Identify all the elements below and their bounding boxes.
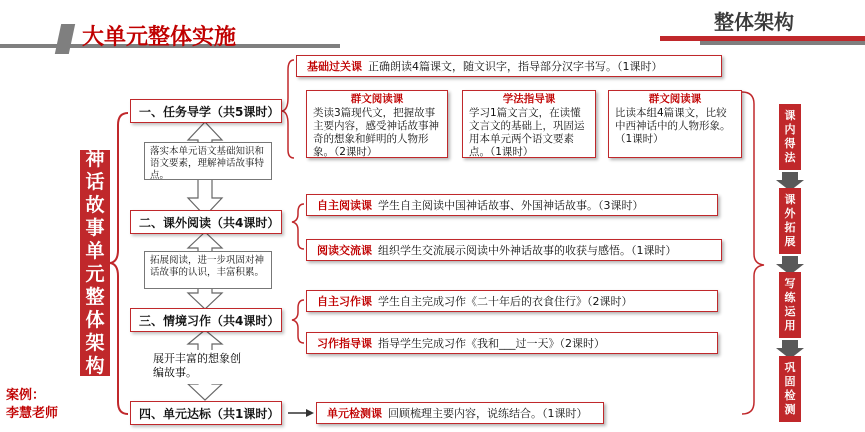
vtitle-char: 整 [85,286,105,308]
vtitle-char: 单 [85,240,105,262]
lesson-tag: 单元检测课 [327,407,382,420]
step-label: 写练运用 [784,277,796,332]
lesson-basic-tag: 基础过关课 [307,60,362,73]
card-text: 学习1篇文言文，在读懂文言文的基础上，巩固运用本单元两个语文要素点。（1课时） [469,107,585,158]
card-title: 群文阅读课 [648,93,702,105]
lesson-reading-exchange [306,239,722,261]
card-group-reading-2 [608,90,742,158]
arrow-4-head [306,409,314,417]
lesson-tag: 阅读交流课 [317,244,372,257]
lesson-text: 回顾梳理主要内容，说练结合。（1课时） [388,407,588,420]
section-1-task-guide: 一、任务导学（共5课时） [130,99,282,123]
vtitle-char: 事 [85,217,105,239]
card-group-reading-1 [306,90,448,158]
card-text: 类读3篇现代文，把握故事主要内容，感受神话故事神奇的想象和鲜明的人物形象。（2课时） [313,107,439,158]
lesson-writing-guide [306,332,718,354]
vtitle-char: 架 [85,332,105,354]
card-text: 比读本组4篇课文，比较中西神话中的人物形象。（1课时） [615,107,731,145]
vtitle-char: 神 [85,148,105,170]
step-label: 课内得法 [784,109,796,164]
vtitle-char: 构 [85,355,105,377]
step-extension [779,188,801,254]
section-4-assessment: 四、单元达标（共1课时） [130,401,282,425]
page-title: 大单元整体实施 [82,25,237,50]
lesson-text: 学生自主完成习作《二十年后的衣食住行》（2课时） [378,295,633,308]
lesson-tag: 习作指导课 [317,337,372,350]
lesson-tag: 自主阅读课 [317,199,372,212]
note-3: 展开丰富的想象创编故事。 [150,350,246,384]
vtitle-char: 话 [85,171,105,193]
card-title: 群文阅读课 [350,93,404,105]
note-2: 拓展阅读，进一步巩固对神话故事的认识，丰富积累。 [144,251,272,289]
vtitle-char: 体 [85,309,105,331]
brace-1 [282,60,294,158]
step-practice [779,272,801,338]
lesson-self-writing [306,290,718,312]
lesson-unit-test [316,402,604,424]
brace-2 [292,204,304,249]
case-label: 案例： [6,388,46,403]
header-right-title: 整体架构 [714,10,794,34]
lesson-basic [296,55,722,77]
step-in-class [779,104,801,170]
lesson-basic-text: 正确朗读4篇课文，随文识字，指导部分汉字书写。（1课时） [368,60,663,73]
section-3-writing: 三、情境习作（共4课时） [130,308,282,332]
lesson-self-reading [306,194,718,216]
step-label: 课外拓展 [784,193,796,248]
left-brace [110,113,128,414]
right-brace [742,92,764,414]
note-1: 落实本单元语文基础知识和语文要素，理解神话故事特点。 [144,142,272,180]
step-label: 巩固检测 [784,361,796,416]
section-2-extra-reading: 二、课外阅读（共4课时） [130,210,282,234]
vtitle-char: 元 [85,263,105,285]
lesson-text: 学生自主阅读中国神话故事、外国神话故事。（3课时） [378,199,644,212]
card-title: 学法指导课 [502,93,556,105]
card-method-guide [462,90,596,158]
lesson-text: 指导学生完成习作《我和___过一天》（2课时） [378,337,605,350]
vtitle-char: 故 [85,194,105,216]
lesson-text: 组织学生交流展示阅读中外神话故事的收获与感悟。（1课时） [378,244,677,257]
case-teacher: 李慧老师 [6,406,59,421]
brace-3 [292,300,304,343]
step-consolidate [779,356,801,422]
lesson-tag: 自主习作课 [317,295,372,308]
